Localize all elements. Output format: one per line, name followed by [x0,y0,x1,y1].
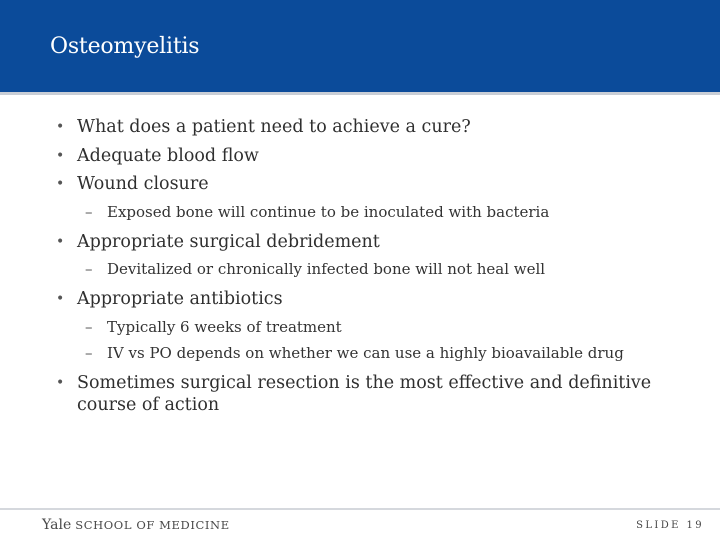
slide-title: Osteomyelitis [50,34,200,59]
bullet-text: Appropriate antibiotics [77,289,283,309]
sub-bullet-text: Typically 6 weeks of treatment [107,317,342,336]
yale-medicine-logo [42,517,230,533]
bullet-item [0,170,720,199]
bullet-text: What does a patient need to achieve a cure? [77,117,471,137]
bullet-text: Sometimes surgical resection is the most effective and definitive course of action [77,372,652,415]
footer-divider [0,508,720,510]
sub-bullet-text: Exposed bone will continue to be inoculated with bacteria [107,202,550,221]
bullet-item [0,113,720,142]
dash-icon: – [85,202,93,221]
bullet-item [0,142,720,171]
sub-bullet-item [0,199,720,225]
sub-bullet-text: Devitalized or chronically infected bone will not heal well [107,260,546,278]
bullet-icon: • [56,147,65,164]
dash-icon: – [85,343,93,362]
bullet-icon: • [56,233,65,250]
bullet-text: Appropriate surgical debridement [77,231,380,252]
sub-bullet-item [0,314,720,340]
bullet-list [0,113,720,416]
sub-bullet-item [0,256,720,282]
dash-icon: – [85,317,93,336]
dash-icon: – [85,260,93,278]
logo-school: SCHOOL OF MEDICINE [75,518,230,532]
bullet-icon: • [56,176,65,192]
title-bar-divider [0,92,720,95]
title-bar [0,0,720,92]
bullet-item [0,285,720,314]
bullet-text: Wound closure [77,174,209,194]
bullet-item [0,369,720,416]
bullet-icon: • [56,291,65,307]
bullet-icon: • [56,119,65,135]
slide-number: SLIDE 19 [636,520,704,531]
logo-yale: Yale [42,517,72,533]
bullet-text: Adequate blood flow [77,145,259,166]
sub-bullet-text: IV vs PO depends on whether we can use a highly bioavailable drug [107,343,624,362]
bullet-item [0,228,720,257]
bullet-icon: • [56,374,65,391]
sub-bullet-item [0,340,720,366]
